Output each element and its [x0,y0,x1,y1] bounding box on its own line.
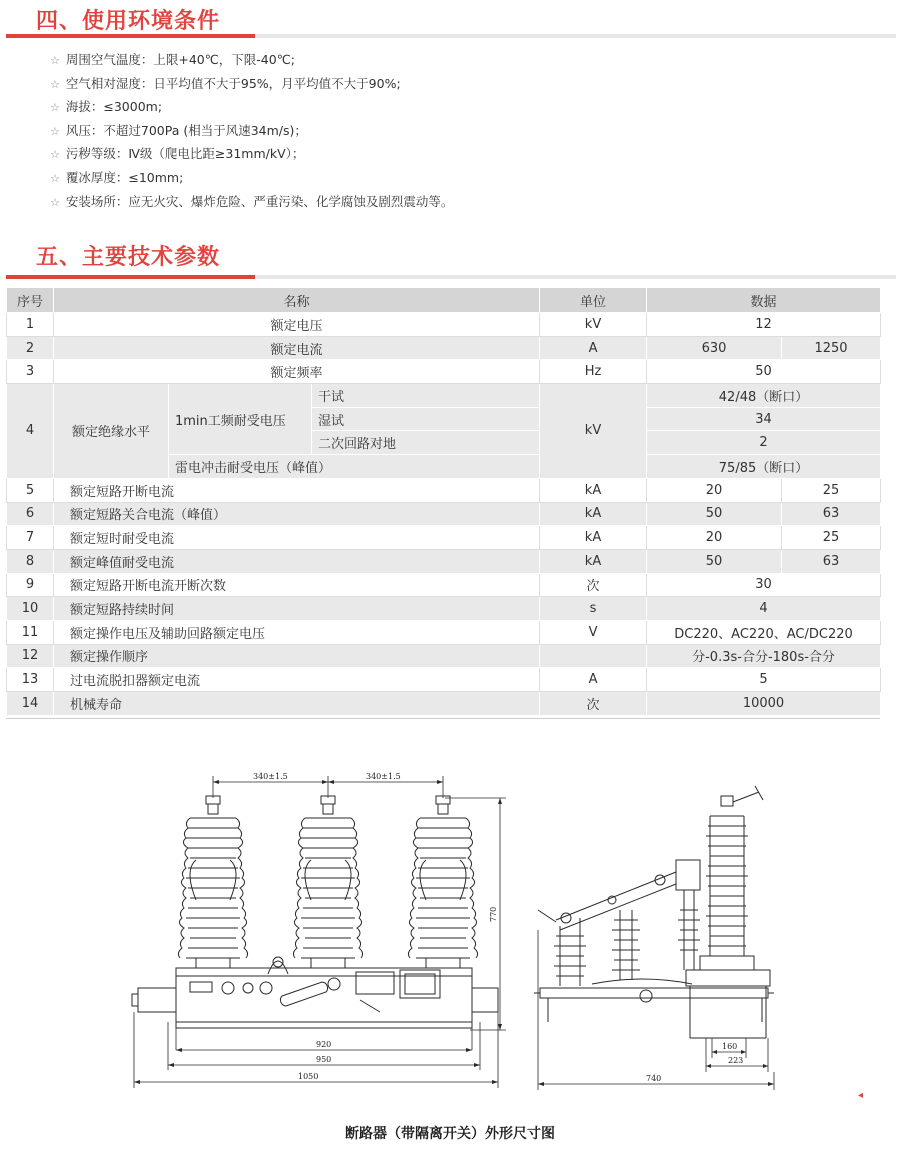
table-row [7,384,881,408]
cell-value: DC220、AC220、AC/DC220 [647,620,881,644]
table-row [7,644,881,668]
table-row [7,597,881,621]
table-row [7,360,881,384]
cell-value: 75/85（断口） [647,455,881,479]
pole-2 [293,796,362,968]
front-view [132,772,506,1088]
cell-unit: kA [540,478,647,502]
dim-height: 770 [489,906,498,922]
cell-no: 6 [7,502,54,526]
cell-name: 额定操作顺序 [54,644,540,668]
section-4-title: 四、使用环境条件 [36,9,221,34]
cell-value: 5 [647,668,881,692]
cell-name: 额定短路开断电流开断次数 [54,573,540,597]
header-unit: 单位 [540,288,647,313]
condition-item: ☆ 风压：不超过700Pa (相当于风速34m/s)； [50,122,307,138]
dim-pitch-2: 340±1.5 [366,772,401,781]
cell-name: 额定频率 [54,360,540,384]
cell-no: 13 [7,668,54,692]
cell-no: 3 [7,360,54,384]
condition-item: ☆ 污秽等级：Ⅳ级（爬电比距≥31mm/kV）； [50,146,305,162]
cell-value-2: 25 [782,478,881,502]
table-bottom-rule [6,718,880,719]
cell-name: 额定短路持续时间 [54,597,540,621]
cell-no: 14 [7,692,54,716]
cell-unit: A [540,336,647,360]
star-icon: ☆ [50,195,60,209]
section-4-divider [6,34,896,38]
cell-value: 10000 [647,692,881,716]
cell-value: 2 [647,431,881,455]
table-header-row [7,288,881,313]
cell-value: 分-0.3s-合分-180s-合分 [647,644,881,668]
table-row [7,313,881,337]
cell-unit: 次 [540,573,647,597]
cell-name: 过电流脱扣器额定电流 [54,668,540,692]
cell-no: 9 [7,573,54,597]
cell-test-type: 干试 [312,384,540,408]
corner-mark: ◂ [858,1090,864,1101]
star-icon: ☆ [50,77,60,91]
cell-no: 8 [7,549,54,573]
cell-name: 额定电压 [54,313,540,337]
section-5-title: 五、主要技术参数 [36,245,221,270]
cell-name: 额定峰值耐受电流 [54,549,540,573]
side-view [534,786,774,1090]
cell-test-type: 湿试 [312,407,540,431]
condition-item: ☆ 海拔：≤3000m; [50,99,163,115]
cell-name: 机械寿命 [54,692,540,716]
cell-value-2: 63 [782,502,881,526]
cell-unit: 次 [540,692,647,716]
star-icon: ☆ [50,54,60,67]
dim-width-950: 950 [316,1055,332,1064]
cell-unit: V [540,620,647,644]
cell-value: 42/48（断口） [647,384,881,408]
dim-width-920: 920 [316,1040,332,1049]
cell-value: 4 [647,597,881,621]
cell-name: 额定绝缘水平 [54,384,169,479]
cell-value-1: 20 [647,478,782,502]
cell-unit: Hz [540,360,647,384]
cell-no: 2 [7,336,54,360]
cell-unit: kA [540,549,647,573]
dim-width-1050: 1050 [298,1072,319,1081]
dim-side-223: 223 [728,1056,744,1065]
cell-value-1: 20 [647,526,782,550]
cell-unit: A [540,668,647,692]
condition-item: ☆ 空气相对湿度：日平均值不大于95%，月平均值不大于90%; [50,75,401,91]
cell-value: 34 [647,407,881,431]
condition-item: ☆ 覆冰厚度：≤10mm; [50,169,184,185]
table-row [7,573,881,597]
table-row [7,692,881,716]
cell-value-1: 50 [647,502,782,526]
star-icon: ☆ [50,171,60,185]
cell-value-2: 25 [782,526,881,550]
pole-1 [178,796,247,968]
dim-pitch-1: 340±1.5 [253,772,288,781]
cell-name: 额定电流 [54,336,540,360]
star-icon: ☆ [50,148,60,162]
star-icon: ☆ [50,124,60,138]
cell-value-1: 50 [647,549,782,573]
table-row [7,502,881,526]
condition-item: ☆ 周围空气温度：上限+40℃，下限-40℃; [50,52,295,67]
cell-sub-name: 1min工频耐受电压 [169,384,312,455]
drawing-caption: 断路器（带隔离开关）外形尺寸图 [345,1126,555,1142]
cell-unit [540,644,647,668]
cell-unit: kA [540,502,647,526]
star-icon: ☆ [50,101,60,115]
cell-value: 50 [647,360,881,384]
cell-no: 12 [7,644,54,668]
cell-value-1: 630 [647,336,782,360]
cell-value: 30 [647,573,881,597]
cell-no: 4 [7,384,54,479]
dim-side-740: 740 [646,1074,662,1083]
condition-item: ☆ 安装场所：应无火灾、爆炸危险、严重污染、化学腐蚀及剧烈震动等。 [50,193,454,209]
table-row [7,620,881,644]
cell-unit: s [540,597,647,621]
table-row [7,668,881,692]
cell-unit: kV [540,384,647,479]
cell-no: 1 [7,313,54,337]
cell-unit: kA [540,526,647,550]
technical-parameters-table [6,287,881,716]
header-data: 数据 [647,288,881,313]
table-row [7,336,881,360]
cell-no: 11 [7,620,54,644]
cell-no: 10 [7,597,54,621]
cell-no: 5 [7,478,54,502]
pole-3 [408,796,477,968]
cell-sub-name: 雷电冲击耐受电压（峰值） [169,455,540,479]
table-row [7,478,881,502]
cell-name: 额定短时耐受电流 [54,526,540,550]
section-5-divider [6,275,896,279]
cell-test-type: 二次回路对地 [312,431,540,455]
cell-value-2: 63 [782,549,881,573]
environment-conditions-list [50,48,453,213]
outline-dimension-drawing [0,760,900,1100]
header-no: 序号 [7,288,54,313]
cell-name: 额定操作电压及辅助回路额定电压 [54,620,540,644]
dim-side-160: 160 [722,1042,738,1051]
cell-name: 额定短路开断电流 [54,478,540,502]
cell-value: 12 [647,313,881,337]
cell-unit: kV [540,313,647,337]
table-row [7,549,881,573]
header-name: 名称 [54,288,540,313]
cell-no: 7 [7,526,54,550]
table-row [7,526,881,550]
cell-value-2: 1250 [782,336,881,360]
cell-name: 额定短路关合电流（峰值） [54,502,540,526]
